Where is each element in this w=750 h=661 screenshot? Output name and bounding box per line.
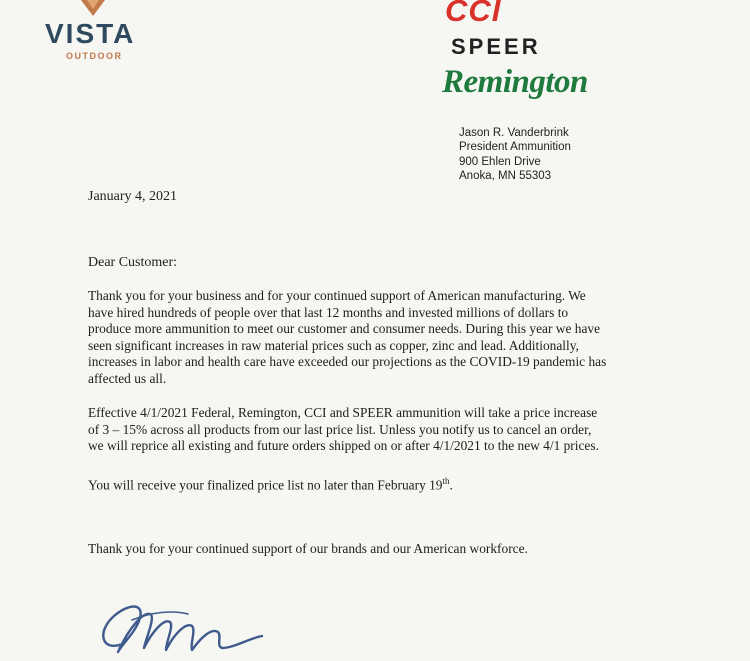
salutation: Dear Customer: — [88, 255, 178, 270]
vista-logo-text: VISTA — [45, 18, 136, 49]
sender-city: Anoka, MN 55303 — [459, 169, 552, 182]
paragraph-2-line: we will reprice all existing and future orders shipped on or after 4/1/2021 to the new 4/1 prices. — [88, 438, 599, 454]
paragraph-1-line: affected us all. — [88, 370, 167, 386]
paragraph-2 — [88, 405, 668, 455]
paragraph-1-line: increases in labor and health care have exceeded our projections as the COVID-19 pandemic has — [88, 354, 607, 370]
vista-logo-subtext: OUTDOOR — [66, 51, 123, 61]
paragraph-4 — [88, 541, 668, 558]
paragraph-1-line: produce more ammunition to meet our customer and consumer needs. During this year we have — [88, 321, 601, 337]
speer-logo: SPEER — [451, 34, 541, 59]
paragraph-1-line: have hired hundreds of people over that last 12 months and invested millions of dollars to — [88, 304, 569, 320]
vista-logo-mark — [79, 0, 107, 16]
paragraph-3 — [88, 473, 668, 494]
paragraph-1-line: Thank you for your business and for your continued support of American manufacturing. We — [88, 288, 586, 303]
signature-icon — [92, 592, 282, 661]
sender-name: Jason R. Vanderbrink — [459, 127, 569, 139]
sender-address-block — [459, 126, 571, 183]
paragraph-1 — [88, 288, 668, 388]
cci-logo: CCI — [445, 0, 502, 28]
paragraph-3-text: You will receive your finalized price list no later than February 19 — [88, 477, 443, 493]
remington-logo: Remington — [442, 64, 588, 100]
letter-date: January 4, 2021 — [88, 189, 178, 204]
ordinal-suffix: th — [442, 476, 450, 486]
sender-title: President Ammunition — [459, 141, 571, 154]
paragraph-4-line: Thank you for your continued support of our brands and our American workforce. — [88, 541, 528, 556]
paragraph-3-end: . — [449, 477, 453, 493]
paragraph-2-line: Effective 4/1/2021 Federal, Remington, CCI and SPEER ammunition will take a price increase — [88, 405, 598, 420]
paragraph-2-line: of 3 – 15% across all products from our last price list. Unless you notify us to cancel an order, — [88, 421, 592, 437]
paragraph-1-line: seen significant increases in raw material prices such as copper, zinc and lead. Additionally, — [88, 337, 579, 353]
sender-street: 900 Ehlen Drive — [459, 155, 541, 168]
